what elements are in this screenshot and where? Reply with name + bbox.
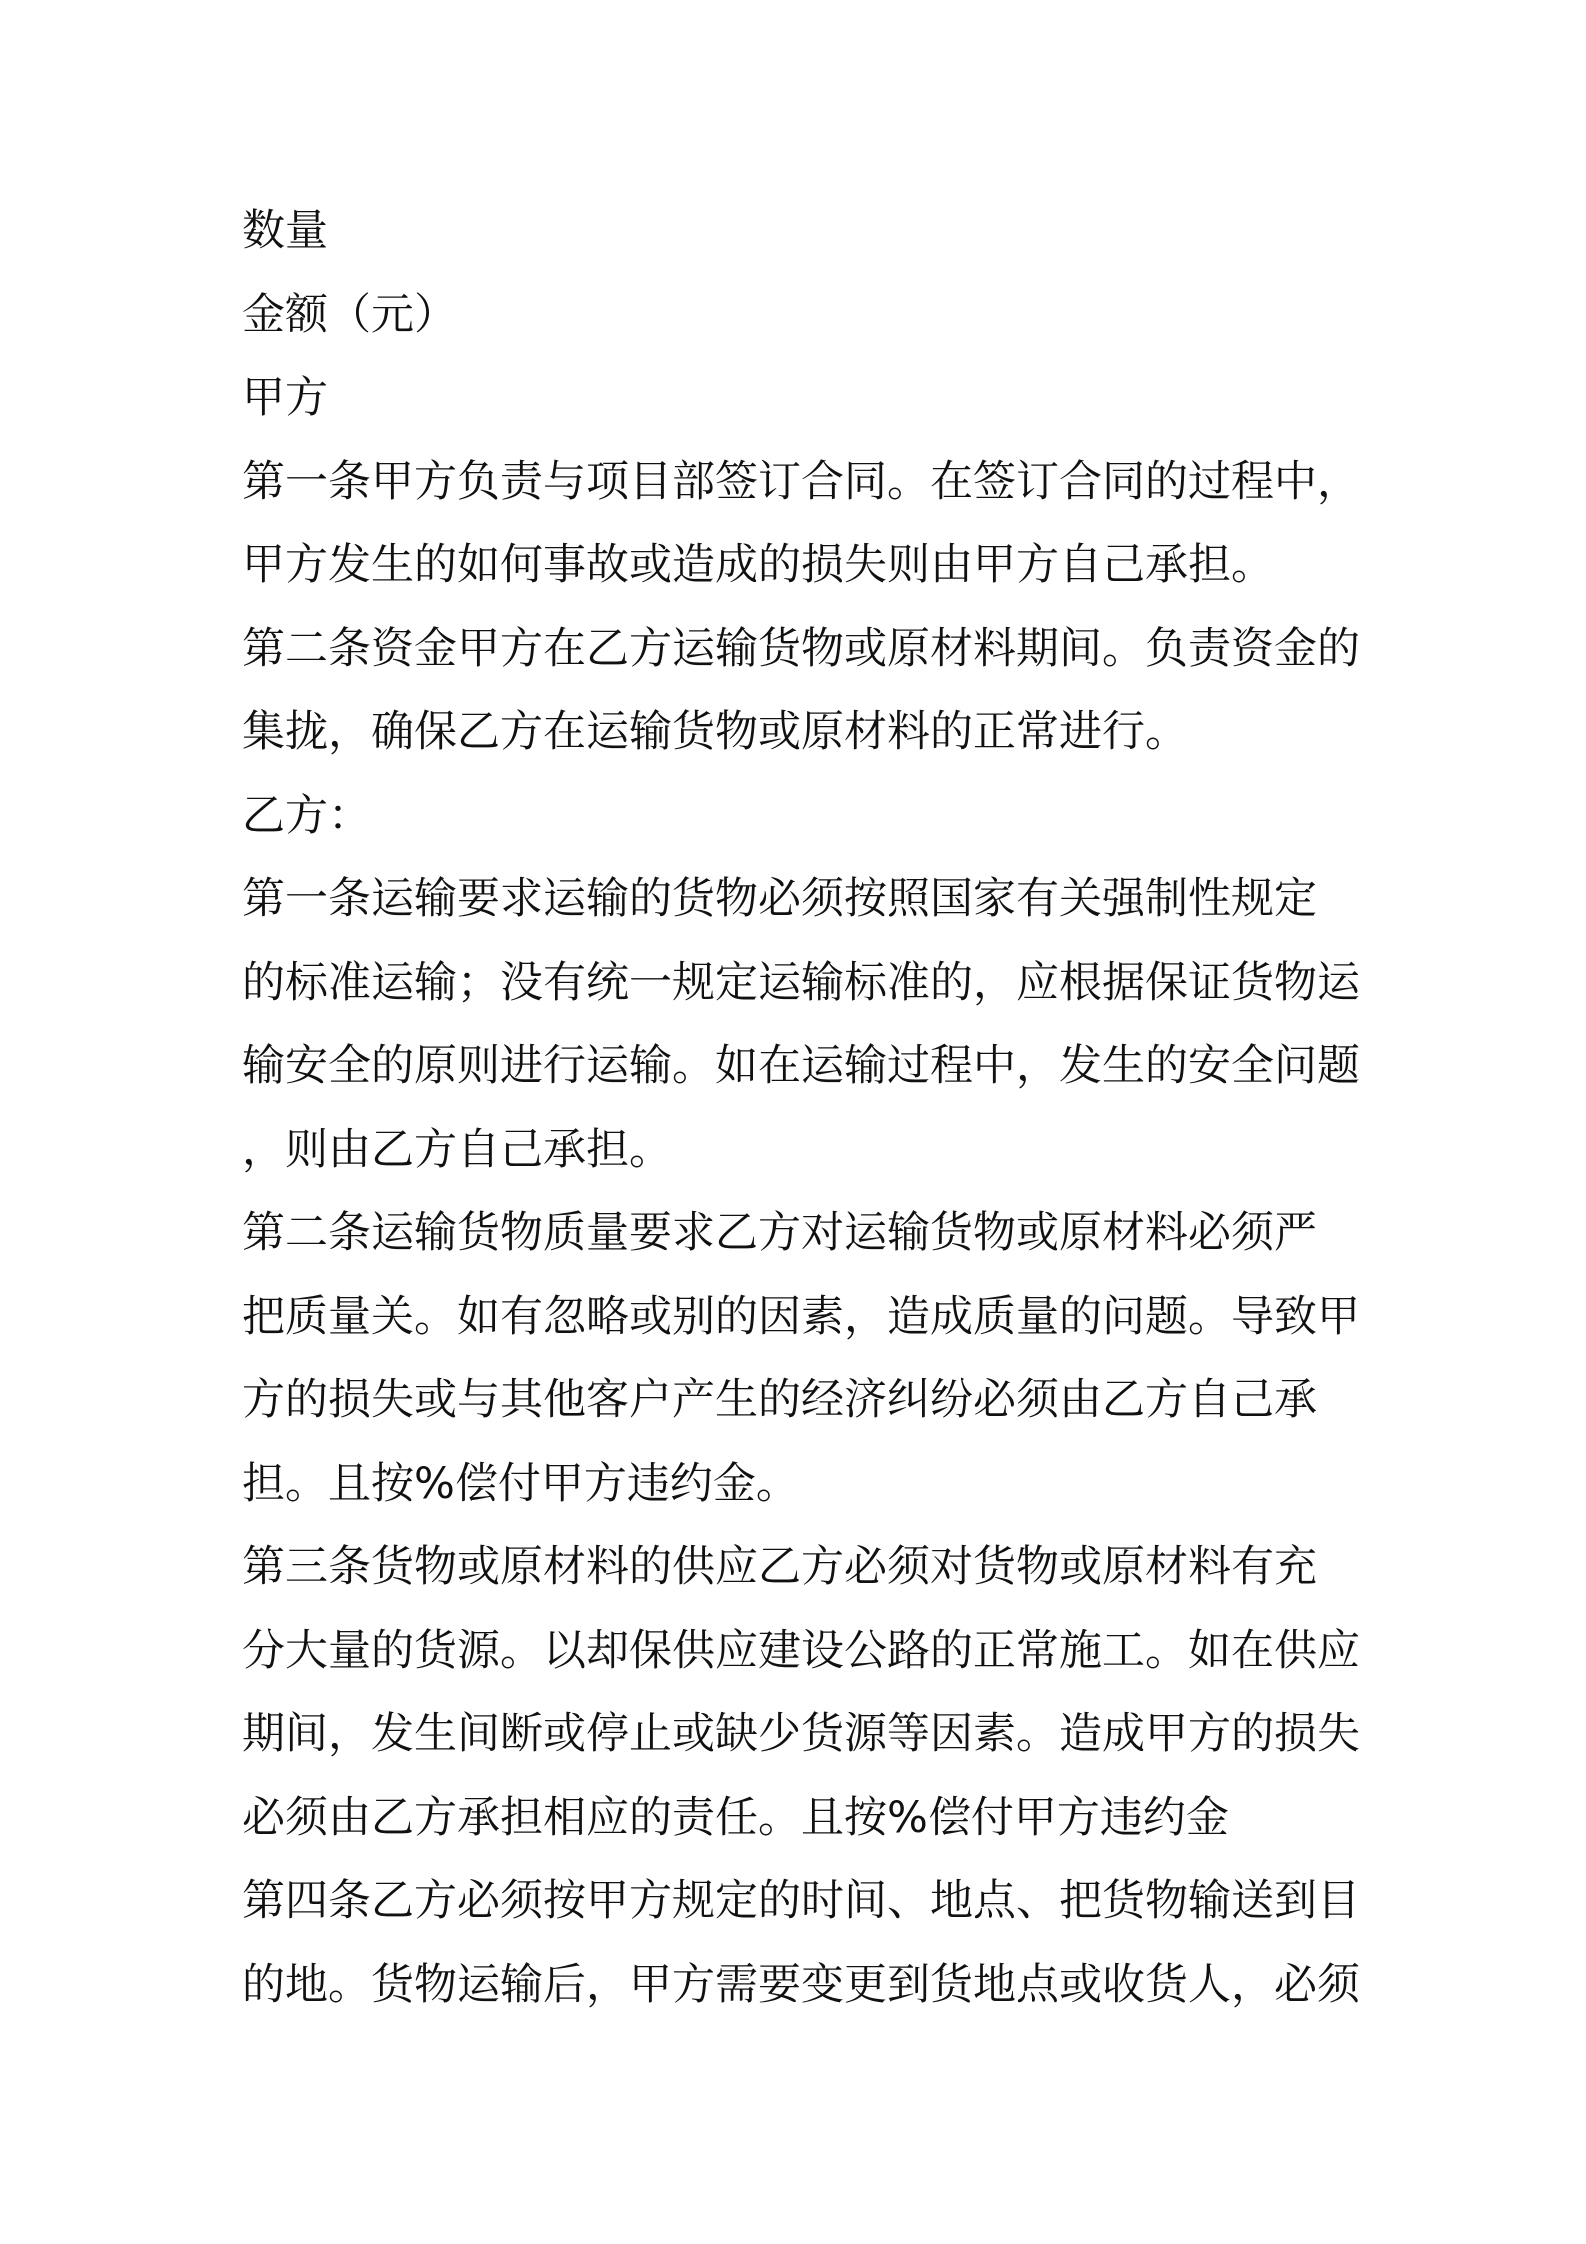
text-line: 担。且按%偿付甲方违约金。 <box>242 1458 799 1509</box>
text-line: 期间，发生间断或停止或缺少货源等因素。造成甲方的损失 <box>242 1709 1360 1759</box>
text-line: 的标准运输；没有统一规定运输标准的，应根据保证货物运 <box>242 957 1360 1008</box>
text-line: 必须由乙方承担相应的责任。且按%偿付甲方违约金 <box>242 1792 1229 1843</box>
text-line: 第一条甲方负责与项目部签订合同。在签订合同的过程中， <box>242 456 1360 507</box>
text-line: 第四条乙方必须按甲方规定的时间、地点、把货物输送到目 <box>242 1876 1360 1926</box>
text-line: 第三条货物或原材料的供应乙方必须对货物或原材料有充 <box>242 1542 1317 1592</box>
text-line: 第一条运输要求运输的货物必须按照国家有关强制性规定 <box>242 874 1317 924</box>
text-line: 乙方： <box>242 790 371 841</box>
text-line: 第二条资金甲方在乙方运输货物或原材料期间。负责资金的 <box>242 623 1360 674</box>
text-line: 分大量的货源。以却保供应建设公路的正常施工。如在供应 <box>242 1625 1360 1676</box>
text-line: 第二条运输货物质量要求乙方对运输货物或原材料必须严 <box>242 1208 1317 1258</box>
text-line: 甲方发生的如何事故或造成的损失则由甲方自己承担。 <box>242 540 1274 590</box>
text-line: 把质量关。如有忽略或别的因素，造成质量的问题。导致甲 <box>242 1291 1360 1342</box>
text-line: 集拢，确保乙方在运输货物或原材料的正常进行。 <box>242 707 1188 757</box>
text-line: 的地。货物运输后，甲方需要变更到货地点或收货人，必须 <box>242 1959 1360 2010</box>
text-line: 金额（元） <box>242 289 457 340</box>
document-body <box>242 190 1362 2027</box>
text-line: 输安全的原则进行运输。如在运输过程中，发生的安全问题 <box>242 1041 1360 1091</box>
text-line: 方的损失或与其他客户产生的经济纠纷必须由乙方自己承 <box>242 1375 1317 1425</box>
text-line: ，则由乙方自己承担。 <box>242 1124 672 1175</box>
text-line: 甲方 <box>242 373 328 423</box>
text-line: 数量 <box>242 206 328 256</box>
